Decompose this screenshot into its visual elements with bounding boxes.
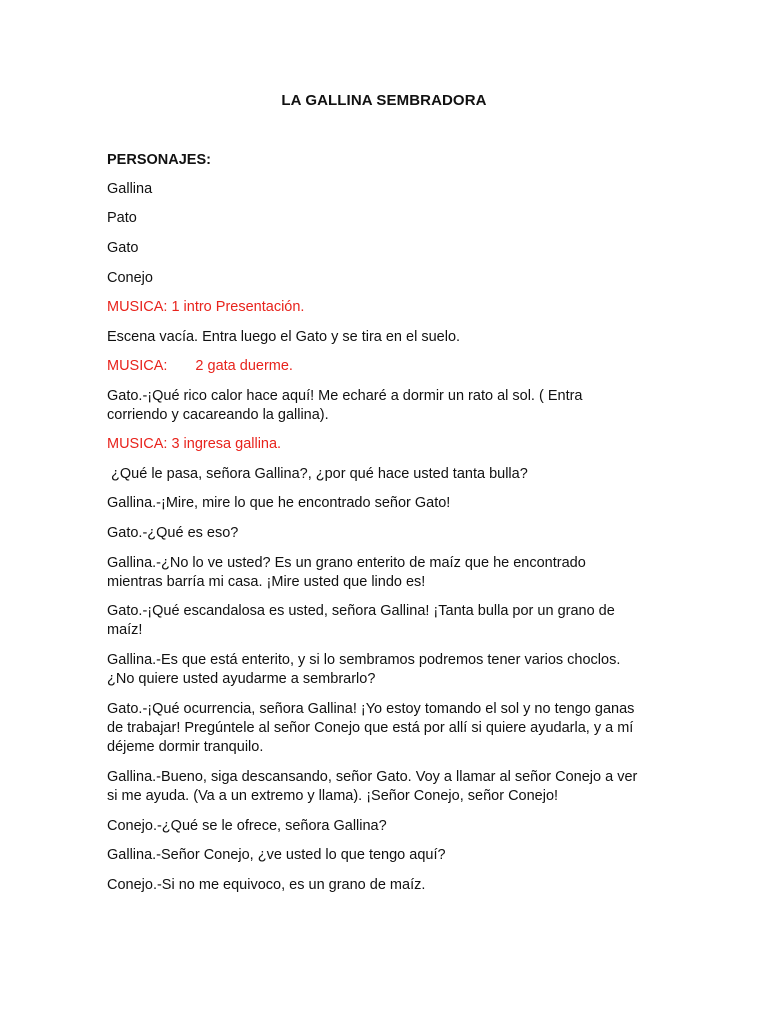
dialogue-line: mientras barría mi casa. ¡Mire usted que lindo es! <box>107 574 426 590</box>
dialogue-line: ¿Qué le pasa, señora Gallina?, ¿por qué hace usted tanta bulla? <box>107 466 528 482</box>
music-cue-text: 2 gata duerme. <box>195 358 293 374</box>
dialogue-line: Gallina.-Bueno, siga descansando, señor Gato. Voy a llamar al señor Conejo a ver <box>107 769 638 785</box>
dialogue-line: maíz! <box>107 622 143 638</box>
character-item: Pato <box>107 210 137 226</box>
character-item: Conejo <box>107 270 153 286</box>
dialogue-line: Gato.-¡Qué escandalosa es usted, señora Gallina! ¡Tanta bulla por un grano de <box>107 603 615 619</box>
character-item: Gallina <box>107 181 153 197</box>
music-cue-label: MUSICA: <box>107 358 168 374</box>
page-title: LA GALLINA SEMBRADORA <box>281 92 487 109</box>
character-item: Gato <box>107 240 139 256</box>
dialogue-line: de trabajar! Pregúntele al señor Conejo que está por allí si quiere ayudarla, y a mí <box>107 720 634 736</box>
dialogue-line: Gallina.-Señor Conejo, ¿ve usted lo que tengo aquí? <box>107 847 446 863</box>
dialogue-line: Gallina.-¿No lo ve usted? Es un grano enterito de maíz que he encontrado <box>107 555 586 571</box>
dialogue-line: Gato.-¡Qué ocurrencia, señora Gallina! ¡Yo estoy tomando el sol y no tengo ganas <box>107 701 635 717</box>
stage-direction: Escena vacía. Entra luego el Gato y se tira en el suelo. <box>107 329 461 345</box>
dialogue-line: Gato.-¡Qué rico calor hace aquí! Me echaré a dormir un rato al sol. ( Entra <box>107 388 583 404</box>
dialogue-line: Gallina.-¡Mire, mire lo que he encontrado señor Gato! <box>107 495 451 511</box>
music-cue <box>107 357 652 376</box>
dialogue-line: ¿No quiere usted ayudarme a sembrarlo? <box>107 671 376 687</box>
music-cue: MUSICA: 3 ingresa gallina. <box>107 436 282 452</box>
characters-heading: PERSONAJES: <box>107 152 211 168</box>
dialogue-line: si me ayuda. (Va a un extremo y llama). ¡Señor Conejo, señor Conejo! <box>107 788 559 804</box>
music-cue: MUSICA: 1 intro Presentación. <box>107 299 305 315</box>
dialogue-line: Conejo.-¿Qué se le ofrece, señora Gallina? <box>107 818 387 834</box>
dialogue-line: Gallina.-Es que está enterito, y si lo sembramos podremos tener varios choclos. <box>107 652 621 668</box>
dialogue-line: Gato.-¿Qué es eso? <box>107 525 239 541</box>
dialogue-line: corriendo y cacareando la gallina). <box>107 407 329 423</box>
dialogue-line: Conejo.-Si no me equivoco, es un grano de maíz. <box>107 877 426 893</box>
dialogue-line: déjeme dormir tranquilo. <box>107 739 264 755</box>
